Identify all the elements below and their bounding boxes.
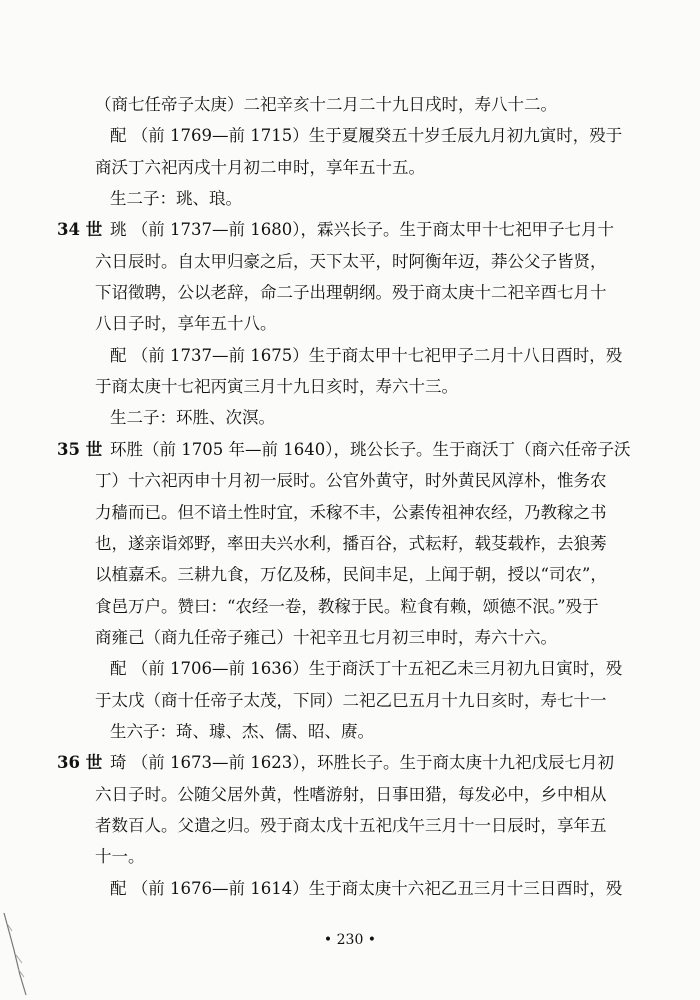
text-line: （商七任帝子太庚）二祀辛亥十二月二十九日戌时，寿八十二。 — [95, 95, 557, 114]
text-line: 生六子：琦、璩、杰、儒、昭、赓。 — [110, 721, 374, 741]
text-line: 丁）十六祀丙申十月初一辰时。公官外黄守，时外黄民风淳朴，惟务农 — [95, 471, 607, 491]
text-line: 配 （前 1676—前 1614）生于商太庚十六祀乙丑三月十三日酉时，殁 — [110, 878, 623, 898]
text-line: 配 （前 1706—前 1636）生于商沃丁十五祀乙未三月初九日寅时，殁 — [110, 659, 623, 679]
text-line: 商雍己（商九任帝子雍己）十祀辛丑七月初三申时，寿六十六。 — [95, 627, 557, 647]
text-line: 以植嘉禾。三耕九食，万亿及秭，民间丰足，上闻于朝，授以“司农”， — [95, 565, 607, 585]
text-line: 者数百人。父遣之归。殁于商太戊十五祀戊午三月十一日辰时，享年五 — [95, 815, 607, 835]
generation-label: 36 世 — [57, 753, 103, 773]
generation-label: 35 世 — [57, 439, 103, 459]
text-line: 八日子时，享年五十八。 — [95, 314, 277, 334]
text-line: 商沃丁六祀丙戌十月初二申时，享年五十五。 — [95, 157, 425, 177]
text-line: 配 （前 1769—前 1715）生于夏履癸五十岁壬辰九月初九寅时，殁于 — [110, 126, 623, 146]
text-line: 也，遂亲诣郊野，率田夫兴水利，播百谷，式耘耔，载芟载柞，去狼莠 — [95, 533, 607, 553]
text-line: 六日辰时。自太甲归豪之后，天下太平，时阿衡年迈，莽公父子皆贤， — [95, 251, 607, 271]
text-line: 生二子：环胜、次溟。 — [110, 408, 275, 428]
text-line: 配 （前 1737—前 1675）生于商太甲十七祀甲子二月十八日酉时，殁 — [110, 345, 623, 365]
page-number: • 230 • — [323, 932, 377, 948]
text-line: 琦 （前 1673—前 1623），环胜长子。生于商太庚十九祀戊辰七月初 — [110, 753, 614, 773]
text-line: 珧 （前 1737—前 1680），霖兴长子。生于商太甲十七祀甲子七月十 — [110, 220, 614, 240]
text-line: 六日子时。公随父居外黄，性嗜游射，日事田猎，每发必中，乡中相从 — [95, 784, 607, 804]
text-line: 生二子：珧、琅。 — [110, 189, 242, 209]
text-line: 下诏徵聘，公以老辞，命二子出理朝纲。殁于商太庚十二祀辛酉七月十 — [95, 283, 607, 303]
text-line: 食邑万户。赞曰：“农经一卷，教稼于民。粒食有赖，颂德不泯。”殁于 — [95, 596, 599, 616]
text-line: 十一。 — [95, 847, 145, 867]
text-line: 于商太庚十七祀丙寅三月十九日亥时，寿六十三。 — [95, 377, 458, 397]
text-line: 力穑而已。但不谙土性时宜，禾稼不丰，公素传祖神农经，乃教稼之书 — [95, 502, 607, 522]
text-line: 环胜（前 1705 年—前 1640），珧公长子。生于商沃丁（商六任帝子沃 — [110, 439, 631, 459]
text-line: 于太戊（商十任帝子太茂，下同）二祀乙巳五月十九日亥时，寿七十一 — [95, 690, 607, 710]
generation-label: 34 世 — [57, 220, 103, 240]
scan-artifact-icon — [0, 905, 40, 1000]
